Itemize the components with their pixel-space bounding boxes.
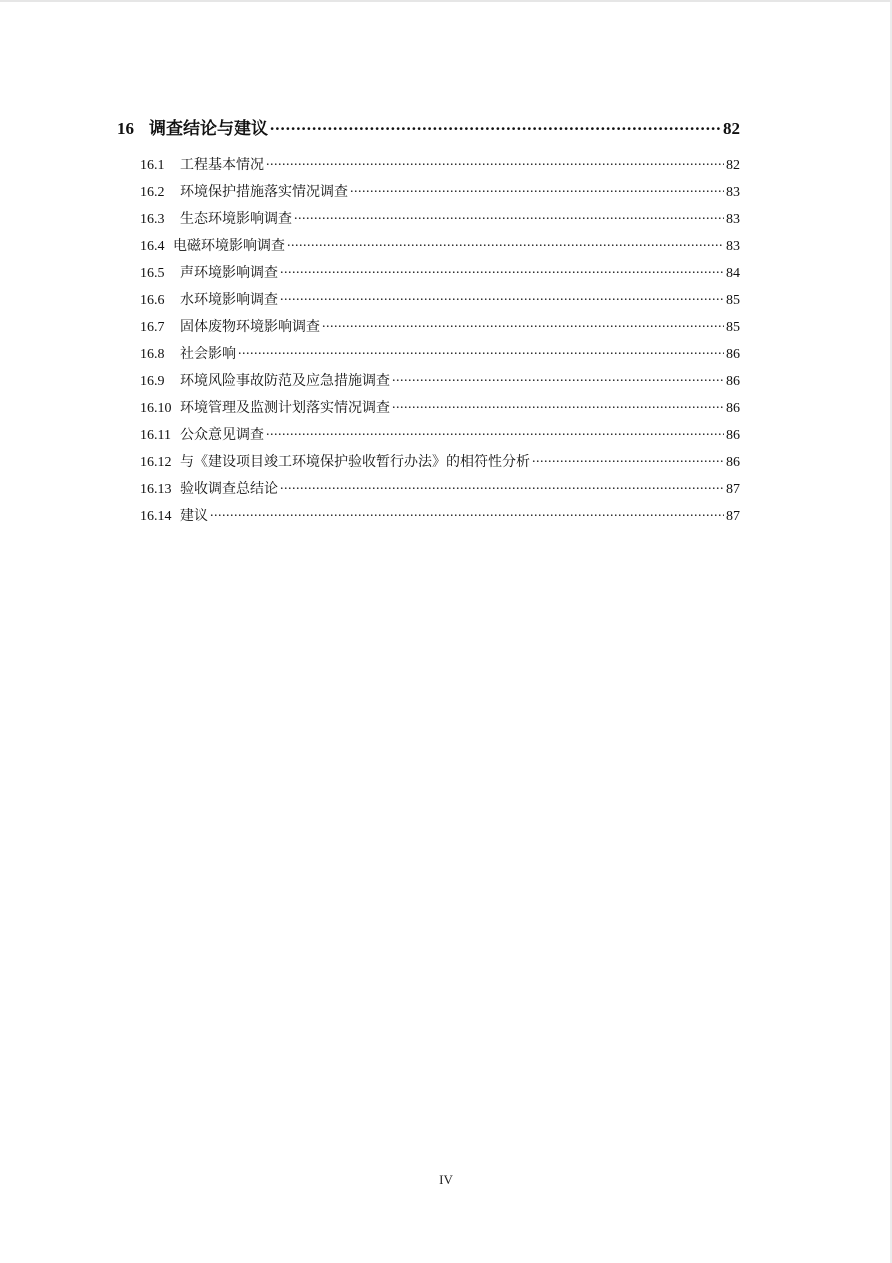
toc-chapter-page: 82 bbox=[723, 119, 740, 138]
toc-entry-16-2[interactable] bbox=[140, 181, 740, 201]
toc-entry-16-1[interactable] bbox=[140, 154, 740, 174]
toc-entry-number: 16.8 bbox=[140, 347, 165, 362]
toc-entry-title: 验收调查总结论 bbox=[180, 482, 278, 497]
toc-entry-title: 声环境影响调查 bbox=[180, 266, 278, 281]
toc-entry-16-13[interactable] bbox=[140, 478, 740, 498]
toc-dot-leader bbox=[392, 398, 724, 412]
toc-dot-leader bbox=[532, 452, 724, 466]
toc-dot-leader bbox=[266, 155, 724, 169]
toc-entry-number: 16.5 bbox=[140, 266, 165, 281]
toc-dot-leader bbox=[266, 425, 724, 439]
toc-dot-leader bbox=[280, 479, 724, 493]
toc-entry-number: 16.2 bbox=[140, 185, 165, 200]
toc-dot-leader bbox=[280, 263, 724, 277]
toc-dot-leader bbox=[270, 117, 721, 134]
toc-entry-page: 83 bbox=[726, 185, 740, 200]
toc-entry-page: 86 bbox=[726, 347, 740, 362]
toc-entry-page: 86 bbox=[726, 428, 740, 443]
toc-chapter-title: 调查结论与建议 bbox=[149, 119, 268, 138]
toc-entry-16-7[interactable] bbox=[140, 316, 740, 336]
toc-entry-title: 水环境影响调查 bbox=[180, 293, 278, 308]
toc-entry-16-10[interactable] bbox=[140, 397, 740, 417]
toc-entry-16-11[interactable] bbox=[140, 424, 740, 444]
toc-entry-page: 84 bbox=[726, 266, 740, 281]
toc-dot-leader bbox=[238, 344, 724, 358]
toc-entry-number: 16.3 bbox=[140, 212, 165, 227]
toc-entry-page: 86 bbox=[726, 374, 740, 389]
toc-entry-number: 16.7 bbox=[140, 320, 165, 335]
toc-entry-number: 16.10 bbox=[140, 401, 172, 416]
toc-entry-page: 86 bbox=[726, 455, 740, 470]
toc-entry-title: 社会影响 bbox=[180, 347, 236, 362]
footer-page-number: IV bbox=[439, 1172, 453, 1187]
toc-dot-leader bbox=[350, 182, 724, 196]
page-edge-top bbox=[0, 0, 892, 2]
toc-entry-title: 环境管理及监测计划落实情况调查 bbox=[180, 401, 390, 416]
toc-dot-leader bbox=[280, 290, 724, 304]
toc-entry-16-6[interactable] bbox=[140, 289, 740, 309]
toc-entry-title: 电磁环境影响调查 bbox=[173, 239, 285, 254]
toc-entry-title: 环境风险事故防范及应急措施调查 bbox=[180, 374, 390, 389]
toc-entry-number: 16.6 bbox=[140, 293, 165, 308]
toc-dot-leader bbox=[392, 371, 724, 385]
toc-entry-title: 工程基本情况 bbox=[180, 158, 264, 173]
toc-entry-title: 固体废物环境影响调查 bbox=[180, 320, 320, 335]
toc-entry-page: 83 bbox=[726, 212, 740, 227]
toc-dot-leader bbox=[294, 209, 724, 223]
toc-dot-leader bbox=[287, 236, 724, 250]
toc-chapter-number: 16 bbox=[117, 119, 134, 138]
toc-entry-number: 16.13 bbox=[140, 482, 172, 497]
toc-entry-page: 87 bbox=[726, 482, 740, 497]
toc-entry-16-5[interactable] bbox=[140, 262, 740, 282]
toc-entry-page: 82 bbox=[726, 158, 740, 173]
toc-entry-title: 环境保护措施落实情况调查 bbox=[180, 185, 348, 200]
toc-entry-16-12[interactable] bbox=[140, 451, 740, 471]
toc-entry-16-8[interactable] bbox=[140, 343, 740, 363]
toc-entry-16-14[interactable] bbox=[140, 505, 740, 525]
toc-entry-page: 86 bbox=[726, 401, 740, 416]
toc-entry-16-4[interactable] bbox=[140, 235, 740, 255]
toc-entry-title: 公众意见调查 bbox=[180, 428, 264, 443]
toc-dot-leader bbox=[210, 506, 724, 520]
toc-entry-number: 16.14 bbox=[140, 509, 172, 524]
toc-chapter-16[interactable] bbox=[117, 114, 740, 140]
toc-entry-number: 16.1 bbox=[140, 158, 165, 173]
toc-entry-page: 85 bbox=[726, 320, 740, 335]
toc-entry-title: 生态环境影响调查 bbox=[180, 212, 292, 227]
toc-entry-page: 87 bbox=[726, 509, 740, 524]
toc-entry-page: 85 bbox=[726, 293, 740, 308]
toc-entry-page: 83 bbox=[726, 239, 740, 254]
toc-entry-number: 16.11 bbox=[140, 428, 171, 443]
toc-entry-number: 16.4 bbox=[140, 239, 165, 254]
toc-entry-number: 16.12 bbox=[140, 455, 172, 470]
toc-entry-16-3[interactable] bbox=[140, 208, 740, 228]
toc-entry-title: 建议 bbox=[180, 509, 208, 524]
toc-entry-16-9[interactable] bbox=[140, 370, 740, 390]
toc-entry-number: 16.9 bbox=[140, 374, 165, 389]
toc-entry-title: 与《建设项目竣工环境保护验收暂行办法》的相符性分析 bbox=[180, 455, 530, 470]
toc-dot-leader bbox=[322, 317, 724, 331]
